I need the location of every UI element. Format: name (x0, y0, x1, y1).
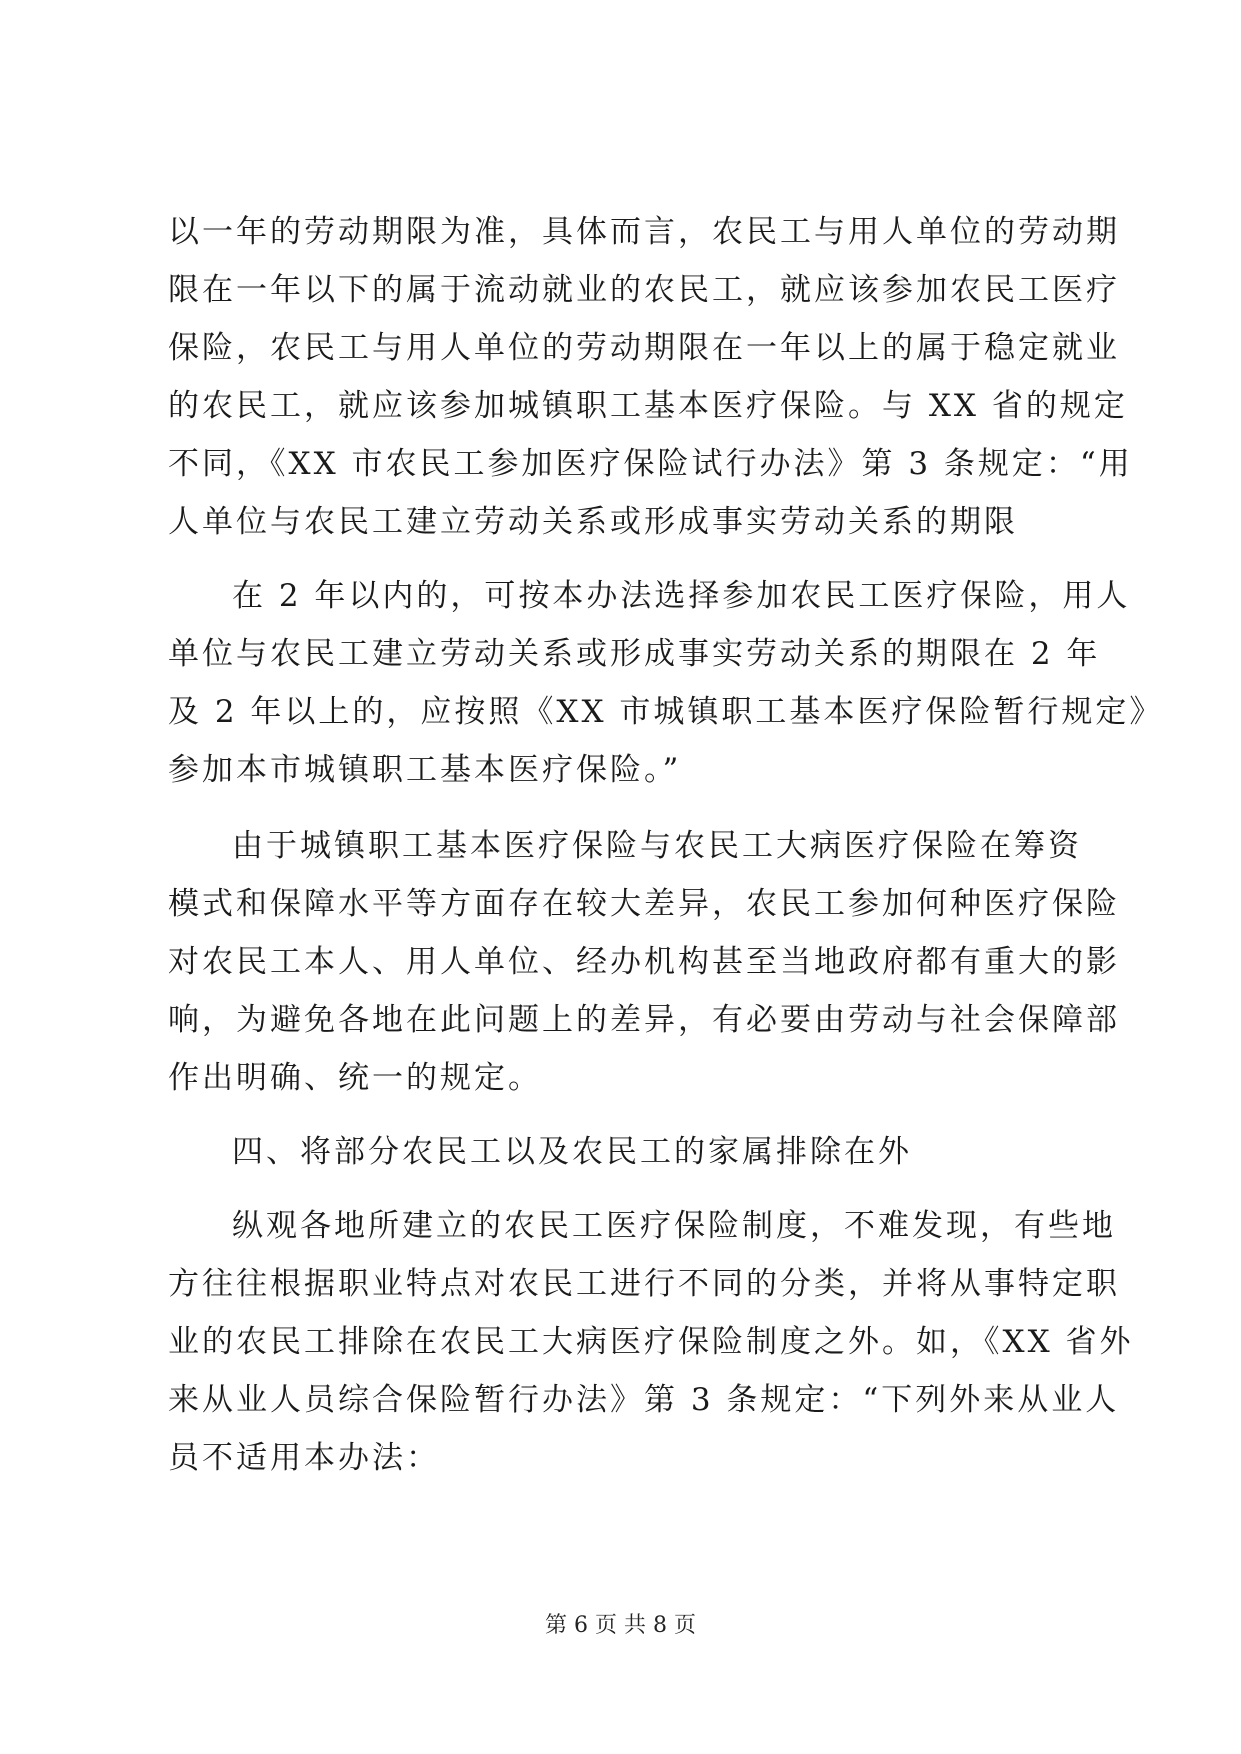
text-line: 单位与农民工建立劳动关系或形成事实劳动关系的期限在 2 年 (168, 636, 1101, 672)
text-line: 模式和保障水平等方面存在较大差异，农民工参加何种医疗保险 (168, 886, 1120, 922)
text-line: 及 2 年以上的，应按照《XX 市城镇职工基本医疗保险暂行规定》 (168, 694, 1164, 730)
paragraph-first-line: 由于城镇职工基本医疗保险与农民工大病医疗保险在筹资 (232, 828, 1082, 864)
text-line: 不同，《XX 市农民工参加医疗保险试行办法》第 3 条规定：“用 (168, 446, 1133, 482)
text-line: 限在一年以下的属于流动就业的农民工，就应该参加农民工医疗 (168, 272, 1120, 308)
paragraph-first-line: 纵观各地所建立的农民工医疗保险制度，不难发现，有些地 (232, 1208, 1116, 1244)
text-line: 对农民工本人、用人单位、经办机构甚至当地政府都有重大的影 (168, 944, 1120, 980)
text-line: 来从业人员综合保险暂行办法》第 3 条规定：“下列外来从业人 (168, 1382, 1120, 1418)
text-line: 方往往根据职业特点对农民工进行不同的分类，并将从事特定职 (168, 1266, 1120, 1302)
page-footer: 第 6 页 共 8 页 (545, 1613, 696, 1638)
text-line: 响，为避免各地在此问题上的差异，有必要由劳动与社会保障部 (168, 1002, 1120, 1038)
text-line: 保险，农民工与用人单位的劳动期限在一年以上的属于稳定就业 (168, 330, 1120, 366)
text-line: 人单位与农民工建立劳动关系或形成事实劳动关系的期限 (168, 504, 1018, 540)
text-line: 作出明确、统一的规定。 (168, 1060, 542, 1096)
text-line: 业的农民工排除在农民工大病医疗保险制度之外。如，《XX 省外 (168, 1324, 1134, 1360)
text-line: 参加本市城镇职工基本医疗保险。” (168, 752, 682, 788)
text-line: 的农民工，就应该参加城镇职工基本医疗保险。与 XX 省的规定 (168, 388, 1128, 424)
text-line: 员不适用本办法： (168, 1440, 440, 1476)
section-heading: 四、将部分农民工以及农民工的家属排除在外 (232, 1134, 912, 1170)
paragraph-first-line: 在 2 年以内的，可按本办法选择参加农民工医疗保险，用人 (232, 578, 1131, 614)
text-line: 以一年的劳动期限为准，具体而言，农民工与用人单位的劳动期 (168, 214, 1120, 250)
